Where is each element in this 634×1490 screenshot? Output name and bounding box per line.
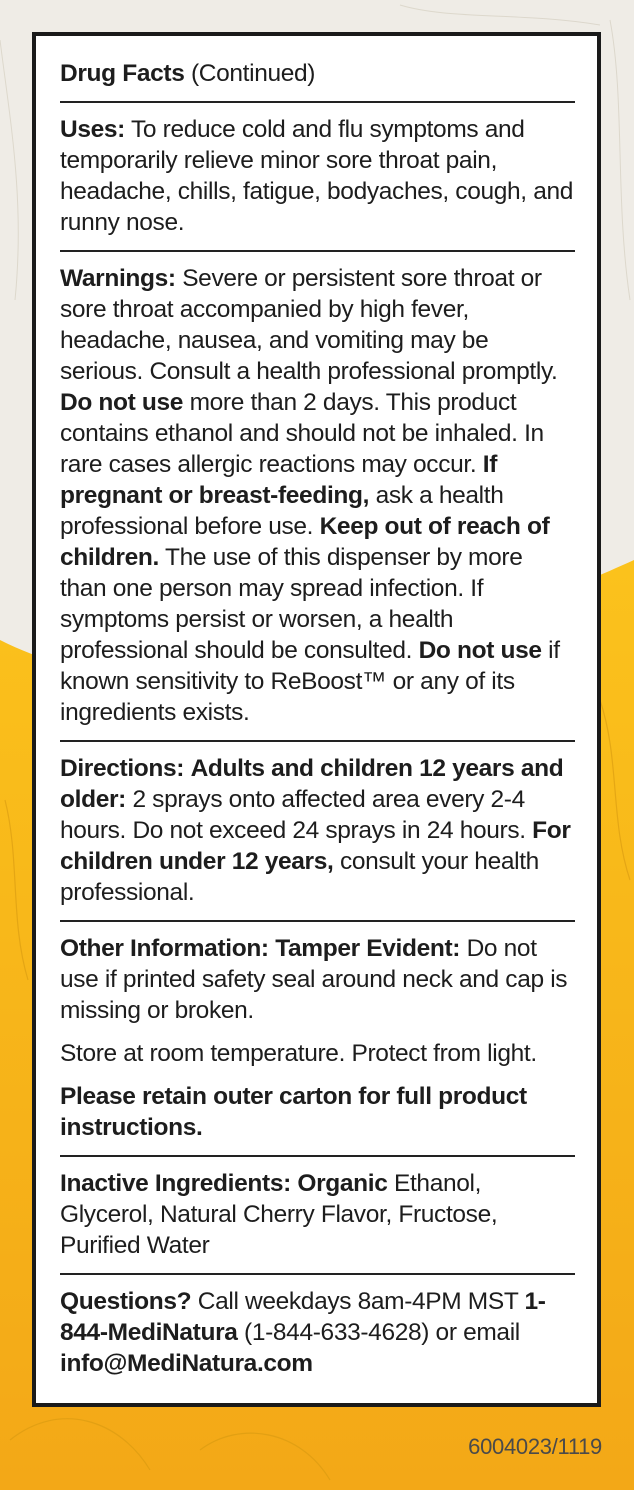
- continued-label: (Continued): [190, 60, 316, 87]
- warnings-text-5: if known sensitivity to ReBoost™ or any of its ingredients exists.: [60, 637, 560, 726]
- storage-text: Store at room temperature. Protect from light.: [60, 1040, 537, 1067]
- drug-facts-title: Drug Facts: [60, 60, 185, 87]
- uses-text: To reduce cold and flu symptoms and temporarily relieve minor sore throat pain, headache, chills, fatigue, bodyaches, cough, and runny nose.: [60, 116, 574, 236]
- warnings-text-4: The use of this dispenser by more than one person may spread infection. If symptoms persist or worsen, a health professional should be consulted.: [60, 544, 523, 664]
- warnings-section: [60, 252, 575, 742]
- pregnant-emphasis: If pregnant or breast-feeding,: [60, 451, 498, 509]
- questions-section: [60, 1275, 575, 1391]
- other-information-section: [60, 922, 575, 1157]
- phone-number-bold: 1-844-MediNatura: [60, 1288, 546, 1346]
- keep-out-of-reach-emphasis: Keep out of reach of children.: [60, 513, 550, 571]
- directions-heading: Directions:: [60, 755, 185, 782]
- warnings-text-2: more than 2 days. This product contains ethanol and should not be inhaled. In rare cases allergic reactions may occur.: [60, 389, 544, 478]
- warnings-text-3: ask a health professional before use.: [60, 482, 504, 540]
- directions-text-2: consult your health professional.: [60, 848, 539, 906]
- drug-facts-header: [60, 36, 575, 103]
- warnings-text-1: Severe or persistent sore throat or sore throat accompanied by high fever, headache, nausea, and vomiting may be serious. Consult a health professional promptly.: [60, 265, 558, 385]
- do-not-use-emphasis-2: Do not use: [418, 637, 542, 664]
- other-information-heading: Other Information:: [60, 935, 269, 962]
- retain-carton-text: Please retain outer carton for full product instructions.: [60, 1083, 527, 1141]
- children-emphasis: For children under 12 years,: [60, 817, 571, 875]
- inactive-ingredients-list: Ethanol, Glycerol, Natural Cherry Flavor, Fructose, Purified Water: [60, 1170, 498, 1259]
- tamper-text: Do not use if printed safety seal around neck and cap is missing or broken.: [60, 935, 568, 1024]
- uses-section: [60, 103, 575, 252]
- lot-code: 6004023/1119: [468, 1434, 602, 1459]
- warnings-heading: Warnings:: [60, 265, 176, 292]
- contact-email: info@MediNatura.com: [60, 1350, 313, 1377]
- directions-text-1: 2 sprays onto affected area every 2-4 hours. Do not exceed 24 sprays in 24 hours.: [60, 786, 526, 844]
- inactive-ingredients-heading: Inactive Ingredients:: [60, 1170, 291, 1197]
- phone-number-numeric: (1-844-633-4628) or email: [244, 1319, 520, 1346]
- organic-emphasis: Organic: [297, 1170, 388, 1197]
- directions-section: [60, 742, 575, 922]
- questions-hours: Call weekdays 8am-4PM MST: [197, 1288, 519, 1315]
- inactive-ingredients-section: [60, 1157, 575, 1275]
- drug-facts-panel: [32, 32, 601, 1407]
- questions-heading: Questions?: [60, 1288, 192, 1315]
- uses-heading: Uses:: [60, 116, 125, 143]
- tamper-evident-emphasis: Tamper Evident:: [275, 935, 461, 962]
- adults-emphasis: Adults and children 12 years and older:: [60, 755, 564, 813]
- do-not-use-emphasis: Do not use: [60, 389, 184, 416]
